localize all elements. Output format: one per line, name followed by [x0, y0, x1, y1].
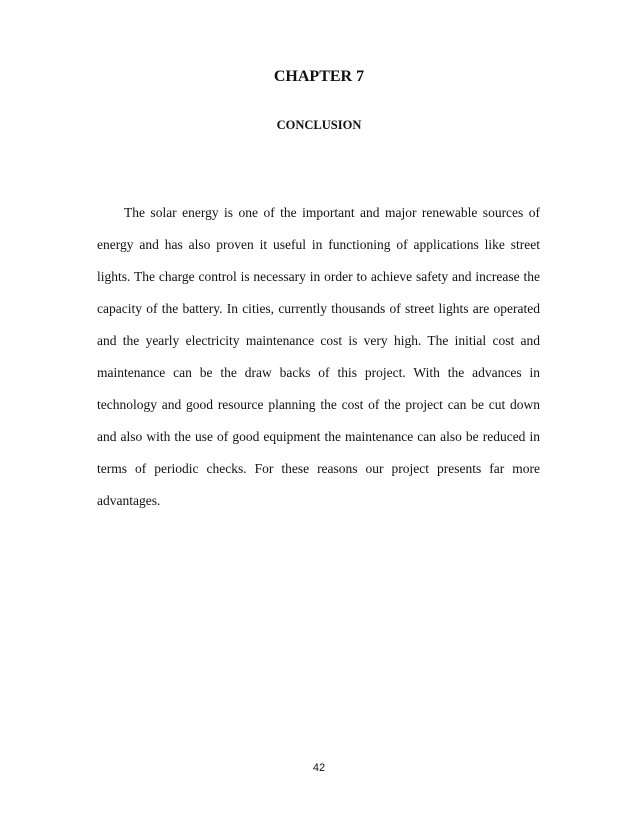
- chapter-title: [0, 68, 638, 86]
- chapter-title-text: CHAPTER 7: [273, 68, 365, 85]
- conclusion-paragraph: The solar energy is one of the important and major renewable sources of energy and has also proven it useful in functioning of applications like street lights. The charge control is necessary in order to achieve safety and increase the capacity of the battery. In cities, currently thousands of street lights are operated and the yearly electricity maintenance cost is very high. The initial cost and maintenance can be the draw backs of this project. With the advances in technology and good resource planning the cost of the project can be cut down and also with the use of good equipment the maintenance can also be reduced in terms of periodic checks. For these reasons our project presents far more advantages.: [97, 205, 540, 508]
- section-title: CONCLUSION: [276, 118, 362, 132]
- page-number: 42: [312, 762, 326, 774]
